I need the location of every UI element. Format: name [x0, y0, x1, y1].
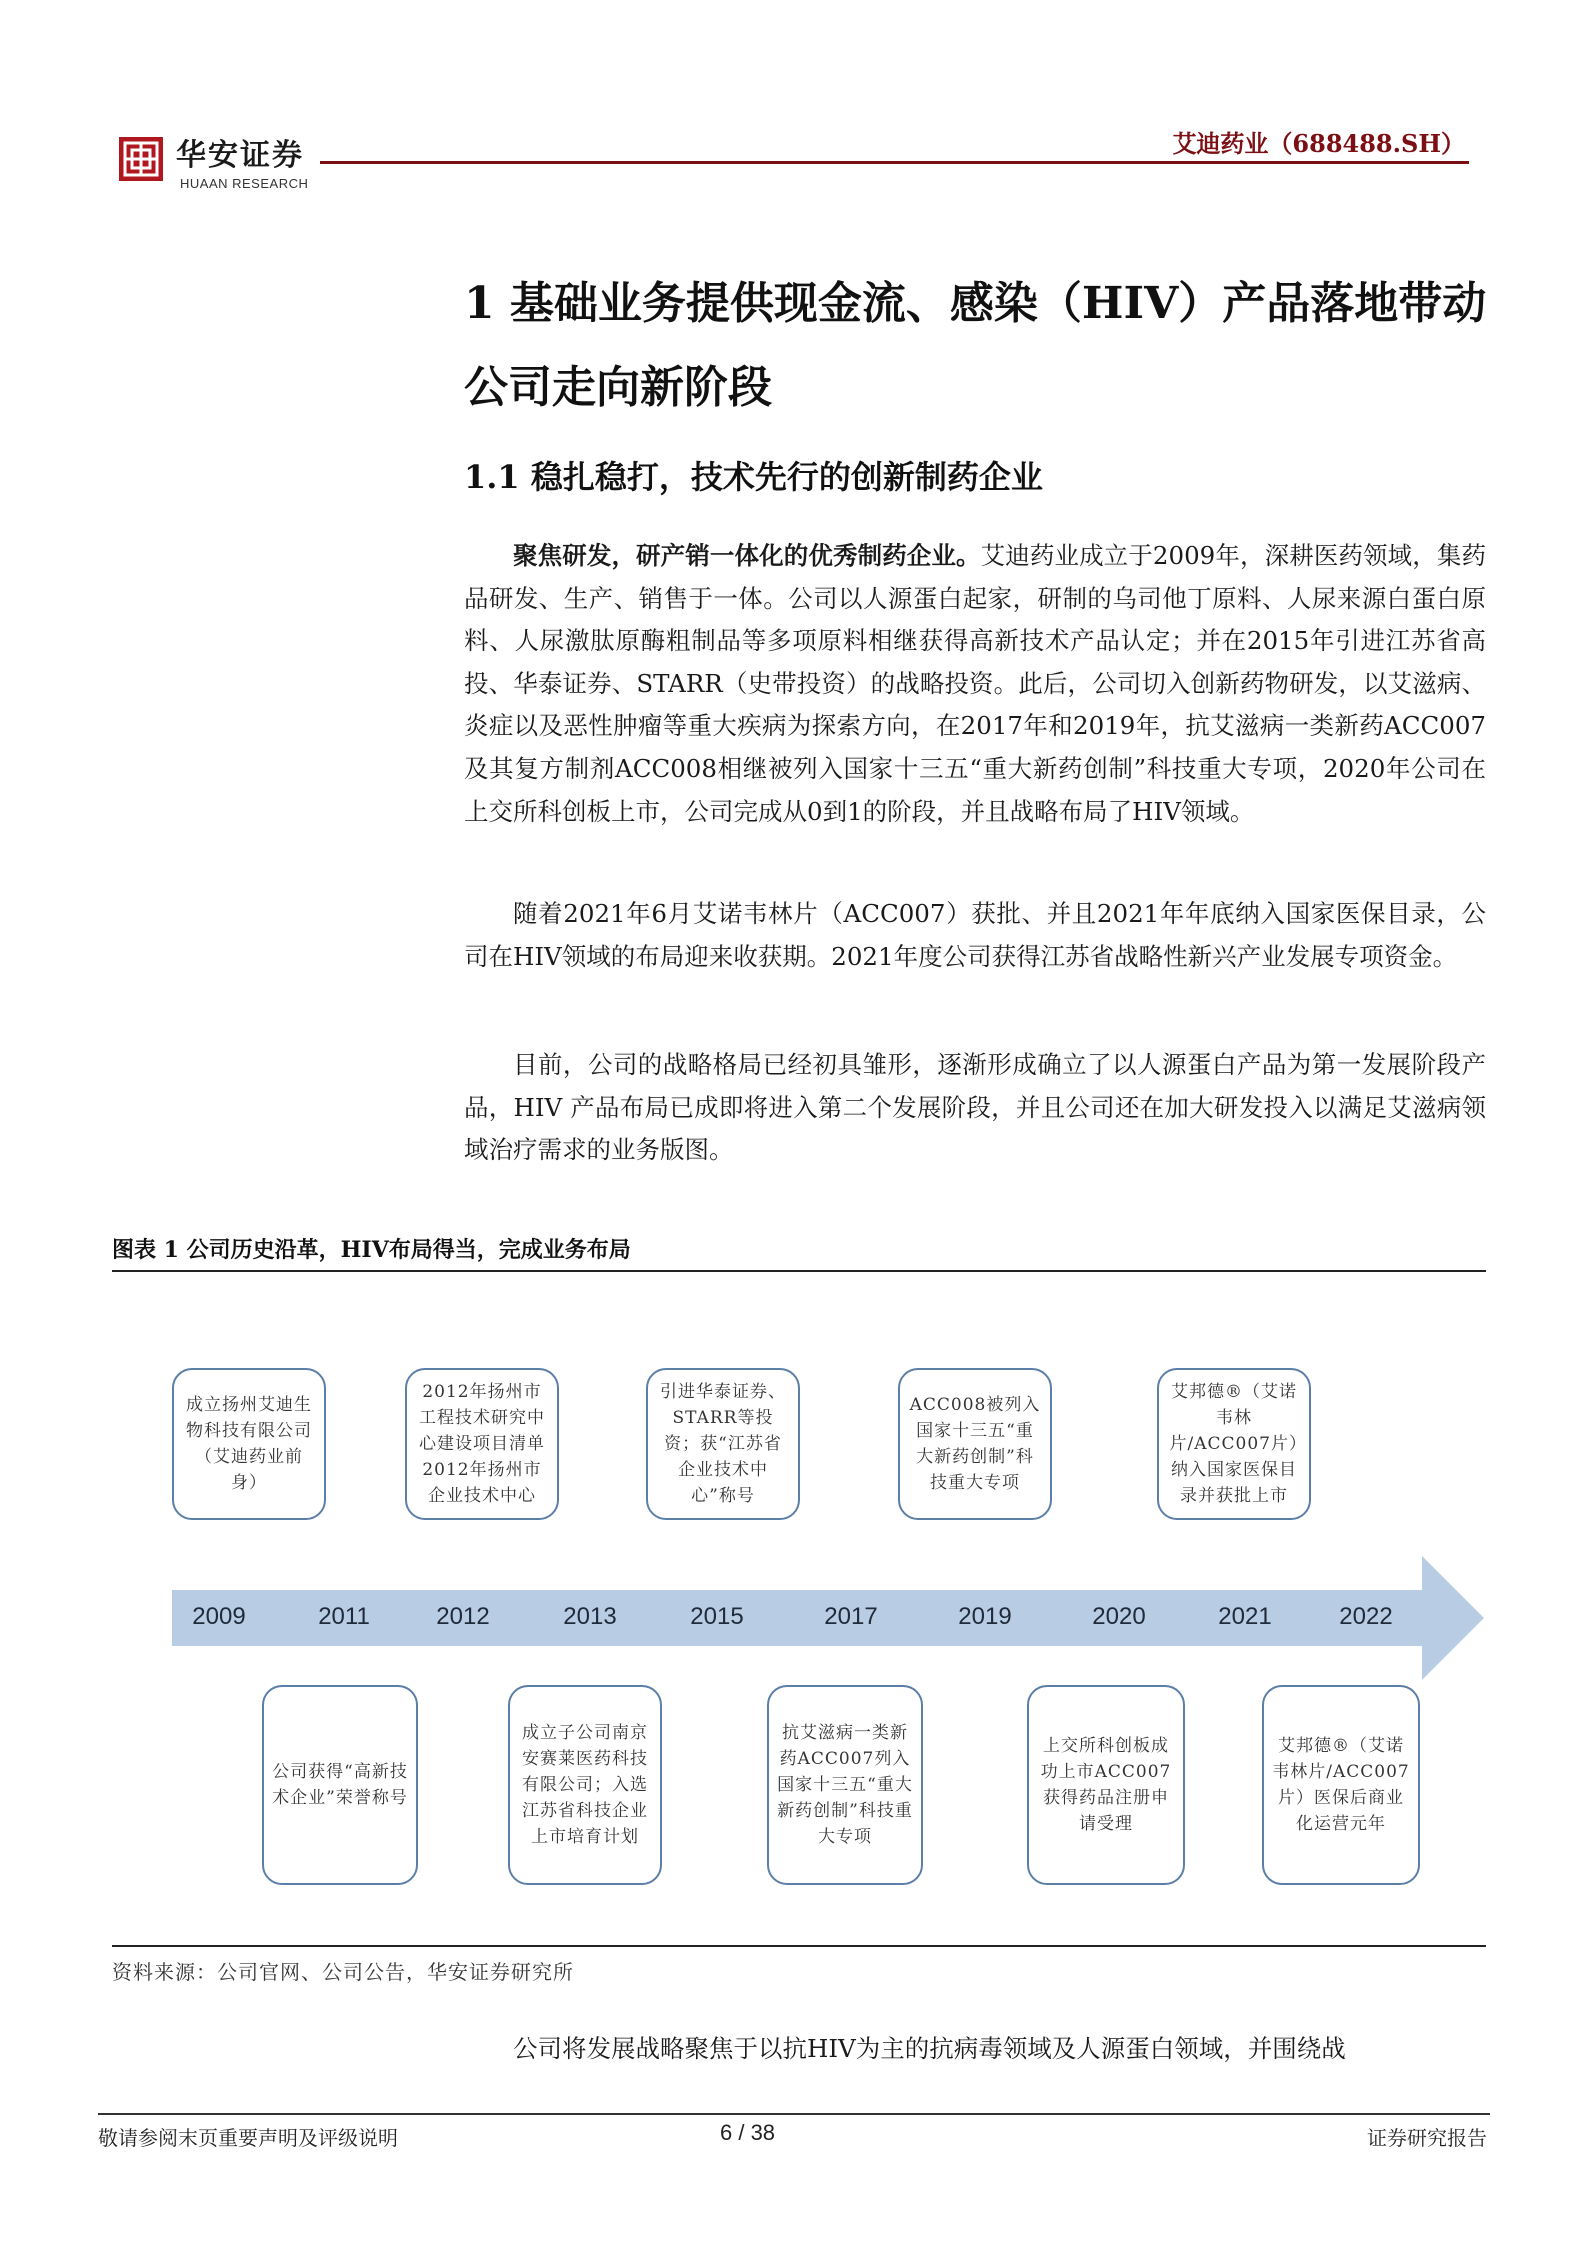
- event-2015: 引进华泰证券、STARR等投资；获“江苏省企业技术中心”称号: [646, 1368, 800, 1520]
- footer-rule: [98, 2113, 1490, 2115]
- header-divider: [320, 161, 1469, 164]
- brand-english: HUAAN RESEARCH: [180, 176, 309, 191]
- report-company-title: 艾迪药业（688488.SH）: [1172, 129, 1465, 158]
- event-2011: 公司获得“高新技术企业”荣誉称号: [262, 1685, 418, 1885]
- year-label: 2021: [1218, 1603, 1272, 1630]
- subsection-heading: 1.1 稳扎稳打，技术先行的创新制药企业: [464, 458, 1043, 496]
- paragraph-1: [464, 535, 1486, 833]
- event-2019: ACC008被列入国家十三五“重大新药创制”科技重大专项: [898, 1368, 1052, 1520]
- event-2013: 成立子公司南京安赛莱医药科技有限公司；入选江苏省科技企业上市培育计划: [508, 1685, 662, 1885]
- year-label: 2019: [958, 1603, 1012, 1630]
- year-label: 2020: [1092, 1603, 1146, 1630]
- year-label: 2022: [1339, 1603, 1393, 1630]
- paragraph-2: 随着2021年6月艾诺韦林片（ACC007）获批、并且2021年年底纳入国家医保目录，公司在HIV领域的布局迎来收获期。2021年度公司获得江苏省战略性新兴产业发展专项资金。: [464, 899, 1486, 971]
- paragraph-3: 目前，公司的战略格局已经初具雏形，逐渐形成确立了以人源蛋白产品为第一发展阶段产品，HIV 产品布局已成即将进入第二个发展阶段，并且公司还在加大研发投入以满足艾滋病领域治疗需求的业务版图。: [464, 1050, 1486, 1165]
- year-label: 2009: [192, 1603, 246, 1630]
- year-label: 2013: [563, 1603, 617, 1630]
- year-label: 2012: [436, 1603, 490, 1630]
- paragraph-1-lead: 聚焦研发，研产销一体化的优秀制药企业。: [513, 541, 981, 570]
- event-2020: 上交所科创板成功上市ACC007获得药品注册申请受理: [1027, 1685, 1185, 1885]
- event-2009: 成立扬州艾迪生物科技有限公司（艾迪药业前身）: [172, 1368, 326, 1520]
- year-label: 2017: [824, 1603, 878, 1630]
- paragraph-1-body: 艾迪药业成立于2009年，深耕医药领域，集药品研发、生产、销售于一体。公司以人源蛋白起家，研制的乌司他丁原料、人尿来源白蛋白原料、人尿激肽原酶粗制品等多项原料相继获得高新技术产品认定；并在2015年引进江苏省高投、华泰证券、STARR（史带投资）的战略投资。此后，公司切入创新药物研发，以艾滋病、炎症以及恶性肿瘤等重大疾病为探索方向，在2017年和2019年，抗艾滋病一类新药ACC007及其复方制剂ACC008相继被列入国家十三五“重大新药创制”科技重大专项，2020年公司在上交所科创板上市，公司完成从0到1的阶段，并且战略布局了HIV领域。: [464, 541, 1486, 826]
- event-2022: 艾邦德®（艾诺韦林片/ACC007片）医保后商业化运营元年: [1262, 1685, 1420, 1885]
- huaan-logo-icon: [118, 136, 164, 182]
- page-number: 6 / 38: [720, 2120, 776, 2145]
- event-2012: 2012年扬州市工程技术研究中心建设项目清单2012年扬州市企业技术中心: [405, 1368, 559, 1520]
- event-2017: 抗艾滋病一类新药ACC007列入国家十三五“重大新药创制”科技重大专项: [767, 1685, 923, 1885]
- footer-report-type: 证券研究报告: [1367, 2126, 1487, 2150]
- figure-caption: 图表 1 公司历史沿革，HIV布局得当，完成业务布局: [112, 1237, 631, 1263]
- year-label: 2011: [318, 1603, 370, 1630]
- figure-source: 资料来源：公司官网、公司公告，华安证券研究所: [112, 1960, 574, 1984]
- footer-disclaimer: 敬请参阅末页重要声明及评级说明: [98, 2126, 398, 2150]
- year-label: 2015: [690, 1603, 744, 1630]
- source-rule: [112, 1945, 1486, 1947]
- brand-name: 华安证券: [176, 138, 304, 173]
- section-heading: 1 基础业务提供现金流、感染（HIV）产品落地带动公司走向新阶段: [464, 278, 1487, 413]
- paragraph-4: 公司将发展战略聚焦于以抗HIV为主的抗病毒领域及人源蛋白领域，并围绕战: [513, 2034, 1346, 2063]
- event-2021: 艾邦德®（艾诺韦林片/ACC007片）纳入国家医保目录并获批上市: [1157, 1368, 1311, 1520]
